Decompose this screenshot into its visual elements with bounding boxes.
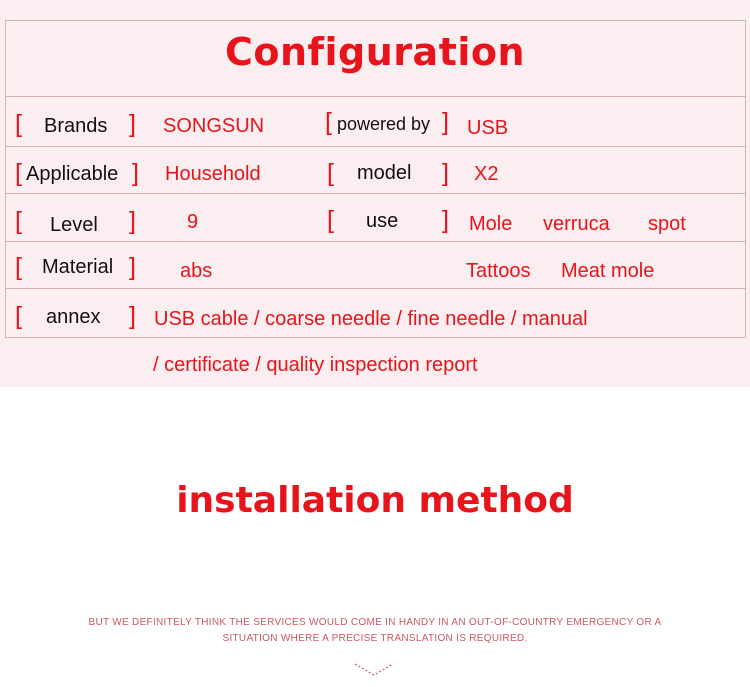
note-line-2: SITUATION WHERE A PRECISE TRANSLATION IS REQUIRED. [222,633,528,644]
label-annex: annex [46,306,101,328]
bracket-close: ] [129,110,136,138]
value-annex: USB cable / coarse needle / fine needle / manual [154,308,588,330]
annex-continued: / certificate / quality inspection report [153,354,478,376]
chevron-down-icon [354,662,394,678]
label-powered-by: powered by [337,114,431,134]
label-model: model [357,162,412,184]
value-use-spot: spot [648,213,686,235]
value-model: X2 [474,163,499,185]
table-divider [6,241,745,242]
page-title: Configuration [224,30,526,74]
table-divider [6,146,745,147]
bracket-close: ] [442,159,449,187]
bracket-open: [ [15,253,22,281]
value-powered-by: USB [467,117,509,139]
bracket-open: [ [325,108,332,136]
value-material: abs [180,260,213,282]
bracket-open: [ [15,207,22,235]
label-material: Material [42,256,114,278]
installation-heading: installation method [176,480,574,521]
note-line-1: BUT WE DEFINITELY THINK THE SERVICES WOULD COME IN HANDY IN AN OUT-OF-COUNTRY EMERGENCY OR A [88,617,662,628]
value-use-meat-mole: Meat mole [561,260,655,282]
value-applicable: Household [165,163,261,185]
label-brands: Brands [44,115,108,137]
value-brands: SONGSUN [163,115,265,137]
bracket-open: [ [327,159,334,187]
table-divider [6,288,745,289]
bracket-close: ] [442,108,449,136]
bracket-close: ] [129,302,136,330]
bracket-close: ] [129,253,136,281]
bracket-close: ] [132,159,139,187]
installation-note [0,615,750,647]
bracket-open: [ [15,302,22,330]
label-applicable: Applicable [26,163,119,185]
value-use-tattoos: Tattoos [466,260,531,282]
bracket-open: [ [327,206,334,234]
bracket-open: [ [15,159,22,187]
value-use-mole: Mole [469,213,513,235]
bracket-close: ] [442,206,449,234]
table-divider [6,96,745,97]
label-level: Level [50,214,98,236]
bracket-close: ] [129,207,136,235]
label-use: use [366,210,399,232]
value-use-verruca: verruca [543,213,610,235]
bracket-open: [ [15,110,22,138]
table-divider [6,193,745,194]
value-level: 9 [187,211,199,233]
